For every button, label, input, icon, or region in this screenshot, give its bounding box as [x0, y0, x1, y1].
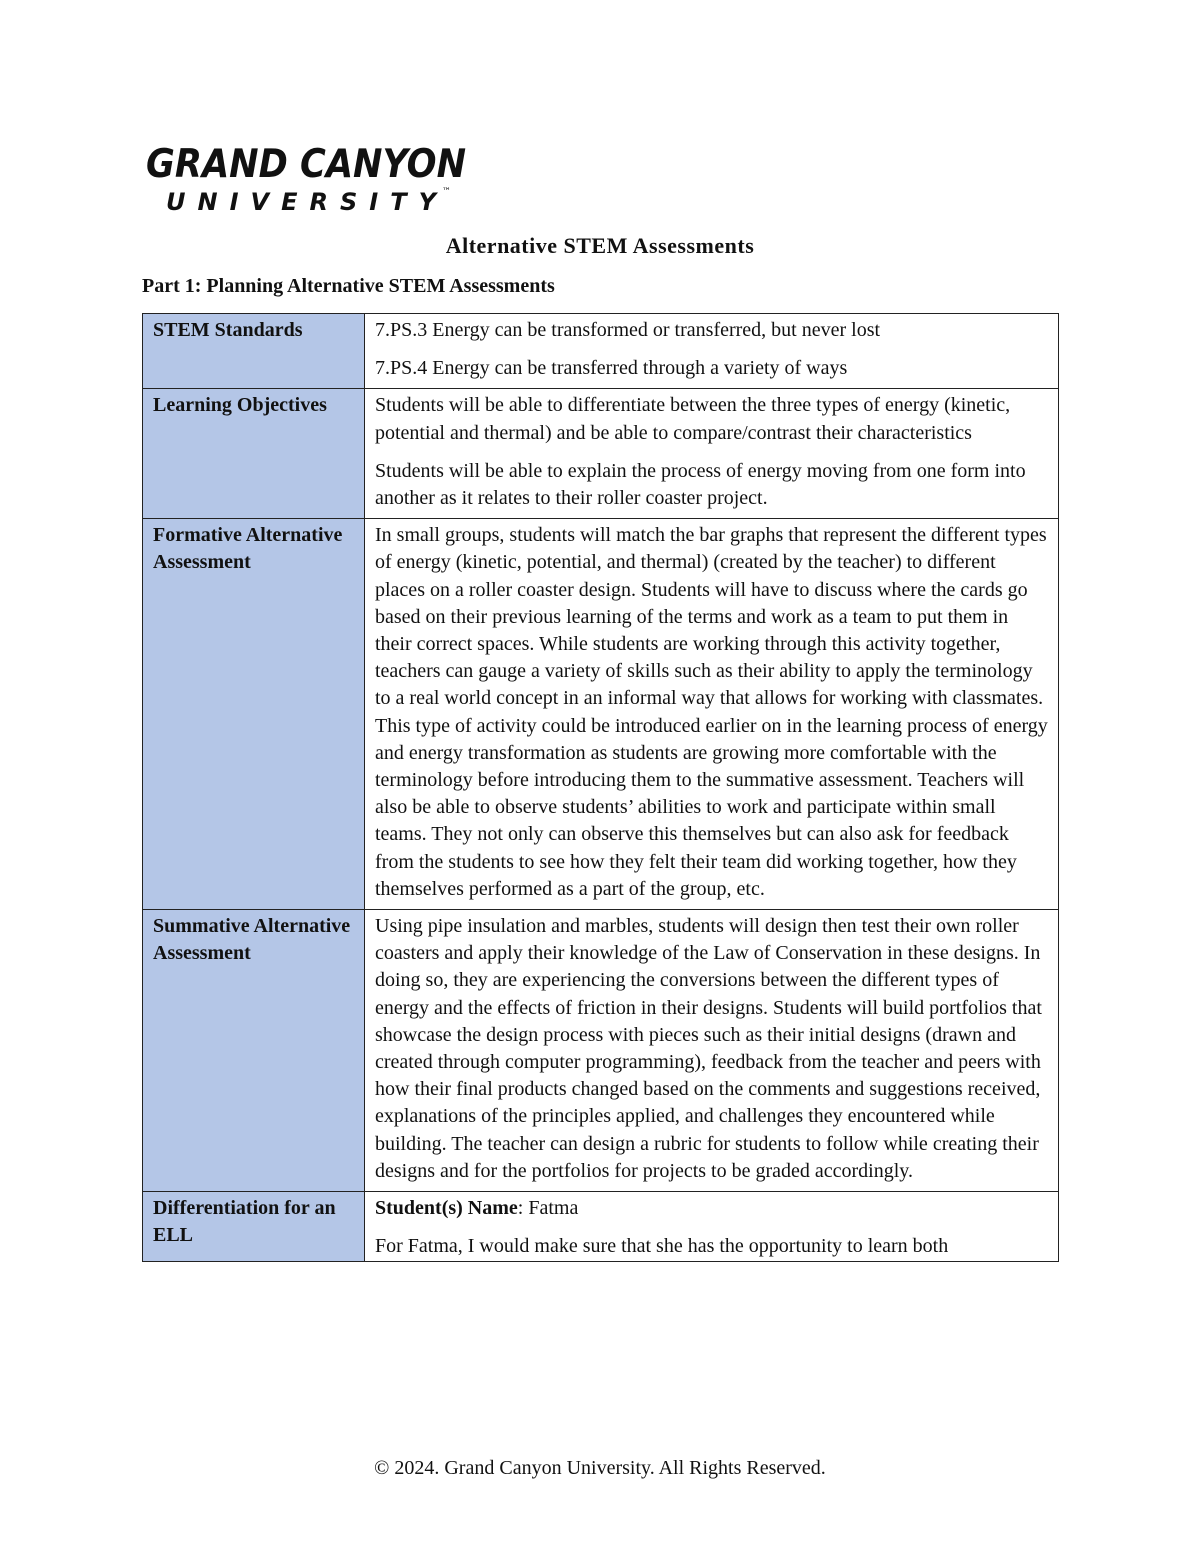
- row-content-stem-standards: [365, 314, 1059, 389]
- university-logo: [146, 142, 476, 214]
- copyright-footer: © 2024. Grand Canyon University. All Rights Reserved.: [374, 1457, 826, 1479]
- table-row-differentiation-ell: [143, 1192, 1059, 1262]
- table-row-summative-assessment: [143, 910, 1059, 1192]
- assessment-planning-table: [142, 313, 1059, 1262]
- row-label-learning-objectives: Learning Objectives: [143, 389, 365, 519]
- ell-differentiation-text: For Fatma, I would make sure that she has the opportunity to learn both: [375, 1235, 949, 1258]
- row-label-summative-assessment: Summative Alternative Assessment: [143, 910, 365, 1192]
- table-row-formative-assessment: [143, 519, 1059, 910]
- table-row-stem-standards: [143, 314, 1059, 389]
- standard-7-ps-3: 7.PS.3 Energy can be transformed or transferred, but never lost: [375, 319, 881, 341]
- table-row-learning-objectives: [143, 389, 1059, 519]
- logo-line-2: UNIVERSITY: [166, 188, 436, 214]
- row-label-formative-assessment: Formative Alternative Assessment: [143, 519, 365, 910]
- row-content-summative-assessment: [365, 910, 1059, 1192]
- row-content-differentiation-ell: [365, 1192, 1059, 1262]
- student-name-label: Student(s) Name: [375, 1197, 518, 1220]
- row-content-formative-assessment: [365, 519, 1059, 910]
- part-1-heading: Part 1: Planning Alternative STEM Assessments: [142, 275, 555, 297]
- document-title: Alternative STEM Assessments: [445, 233, 755, 258]
- formative-description: In small groups, students will match the bar graphs that represent the different types of energy (kinetic, potential, and thermal) (created by the teacher) to different places on a roller coaster design. Students will have to discuss where the cards go based on their previous learning of the terms and work as a team to put them in their correct spaces. While students are working through this activity together, teachers can gauge a variety of skills such as their ability to apply the terminology to a real world concept in an informal way that allows for working with classmates. This type of activity could be introduced earlier on in the learning process of energy and energy transformation as students are growing more comfortable with the terminology before introducing them to the summative assessment. Teachers will also be able to observe students’ abilities to work and participate within small teams. They not only can observe this themselves but can also ask for feedback from the students to see how they felt their team did working together, how they themselves performed as a part of the group, etc.: [375, 524, 1048, 900]
- standard-7-ps-4: 7.PS.4 Energy can be transferred through a variety of ways: [375, 357, 848, 380]
- objective-1: Students will be able to differentiate between the three types of energy (kinetic, potential and thermal) and be able to compare/contrast their characteristics: [375, 394, 1011, 444]
- objective-2: Students will be able to explain the process of energy moving from one form into another as it relates to their roller coaster project.: [375, 459, 1026, 510]
- student-name-line: [375, 1195, 1048, 1222]
- logo-trademark: ™: [442, 187, 451, 197]
- summative-description: Using pipe insulation and marbles, students will design then test their own roller coasters and apply their knowledge of the Law of Conservation in these designs. In doing so, they are experiencing the conversions between the different types of energy and the effects of friction in their designs. Students will build portfolios that showcase the design process with pieces such as their initial designs (drawn and created through computer programming), feedback from the teacher and peers with how their final products changed based on the comments and suggestions received, explanations of the principles applied, and challenges they encountered while building. The teacher can design a rubric for students to follow while creating their designs and for the portfolios for projects to be graded accordingly.: [375, 915, 1042, 1182]
- row-content-learning-objectives: [365, 389, 1059, 519]
- logo-line-1: GRAND CANYON: [146, 142, 466, 187]
- row-label-stem-standards: STEM Standards: [143, 314, 365, 389]
- row-label-differentiation-ell: Differentiation for an ELL: [143, 1192, 365, 1262]
- student-name-value: : Fatma: [517, 1197, 579, 1220]
